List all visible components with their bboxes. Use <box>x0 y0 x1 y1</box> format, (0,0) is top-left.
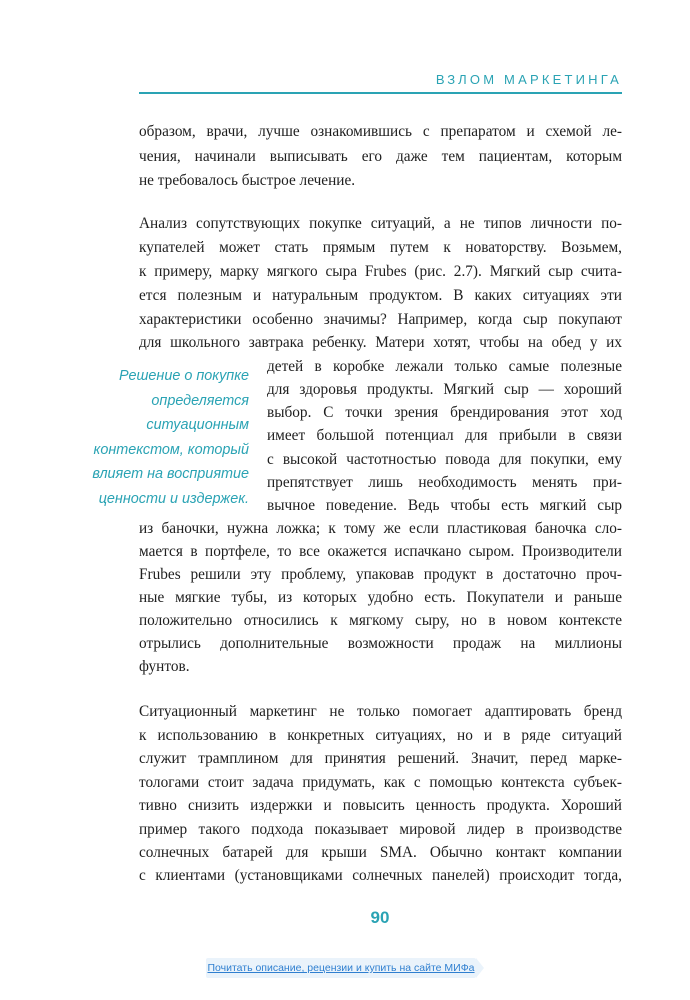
text-line: ные мягкие тубы, из которых удобно есть. Покупатели и раньше <box>139 589 622 606</box>
text-line: положительно относились к мягкому сыру, но в новом контексте <box>139 612 622 629</box>
pull-quote-line: Решение о покупке <box>119 368 249 384</box>
text-line: ется полезным и натуральным продуктом. В каких ситуациях эти <box>139 287 622 304</box>
header-rule <box>139 92 622 94</box>
text-line: для здоровья продукты. Мягкий сыр — хороший <box>267 381 622 398</box>
text-line: выбор. С точки зрения брендирования этот ход <box>267 404 622 421</box>
text-line: пример такого подхода показывает мировой лидер в производстве <box>139 821 622 838</box>
text-line: характеристики особенно значимы? Например, когда сыр покупают <box>139 311 622 328</box>
text-line: отрылись дополнительные возможности продаж на миллионы <box>139 635 622 652</box>
text-line: чения, начинали выписывать его даже тем пациентам, которым <box>139 148 622 165</box>
text-line: к примеру, марку мягкого сыра Frubes (рис. 2.7). Мягкий сыр счита- <box>139 263 622 280</box>
running-head: ВЗЛОМ МАРКЕТИНГА <box>435 72 622 87</box>
text-line: тивно снизить издержки и повысить ценность продукта. Хороший <box>139 797 622 814</box>
text-line: солнечных батарей для крыши SMA. Обычно контакт компании <box>139 844 622 861</box>
text-line: служит трамплином для принятия решений. Значит, перед марке- <box>139 750 622 767</box>
pull-quote-line: ценности и издержек. <box>98 490 249 507</box>
text-line: к использованию в конкретных ситуациях, но и в ряде ситуаций <box>139 727 622 744</box>
text-line: с клиентами (установщиками солнечных панелей) происходит тогда, <box>139 867 622 884</box>
text-line: из баночки, нужна ложка; к тому же если пластиковая баночка сло- <box>139 520 622 537</box>
pull-quote-line: ситуационным <box>146 417 249 433</box>
text-line: Анализ сопутствующих покупке ситуаций, а не типов личности по- <box>139 215 622 232</box>
page-number: 90 <box>370 908 390 927</box>
pull-quote-line: влияет на восприятие <box>92 466 249 482</box>
text-line: не требовалось быстрое лечение. <box>139 172 356 189</box>
text-line: фунтов. <box>139 658 190 675</box>
buy-link[interactable]: Почитать описание, рецензии и купить на сайте МИФа <box>206 958 476 978</box>
text-line: для школьного завтрака ребенку. Матери хотят, чтобы на обед у их <box>139 334 622 351</box>
text-line: с высокой частотностью повода для покупки, ему <box>267 451 622 468</box>
pull-quote-line: определяется <box>151 392 249 409</box>
pull-quote <box>52 364 249 511</box>
text-line: образом, врачи, лучше ознакомившись с препаратом и схемой ле- <box>139 123 622 140</box>
text-line: Ситуационный маркетинг не только помогает адаптировать бренд <box>139 703 622 720</box>
text-line: тологами стоит задача придумать, как с помощью контекста субъек- <box>139 774 622 791</box>
text-line: купателей может стать прямым путем к новаторству. Возьмем, <box>139 239 622 256</box>
text-line: детей в коробке лежали только самые полезные <box>267 358 622 375</box>
text-line: вычное поведение. Ведь чтобы есть мягкий сыр <box>267 497 622 514</box>
text-line: мается в портфеле, то все окажется испачкано сыром. Производители <box>139 543 622 560</box>
text-line: препятствует лишь необходимость менять при- <box>267 474 622 491</box>
text-line: имеет большой потенциал для прибыли в связи <box>267 427 622 444</box>
text-line: Frubes решили эту проблему, упаковав продукт в достаточно проч- <box>139 566 622 583</box>
pull-quote-line: контекстом, который <box>93 441 249 458</box>
